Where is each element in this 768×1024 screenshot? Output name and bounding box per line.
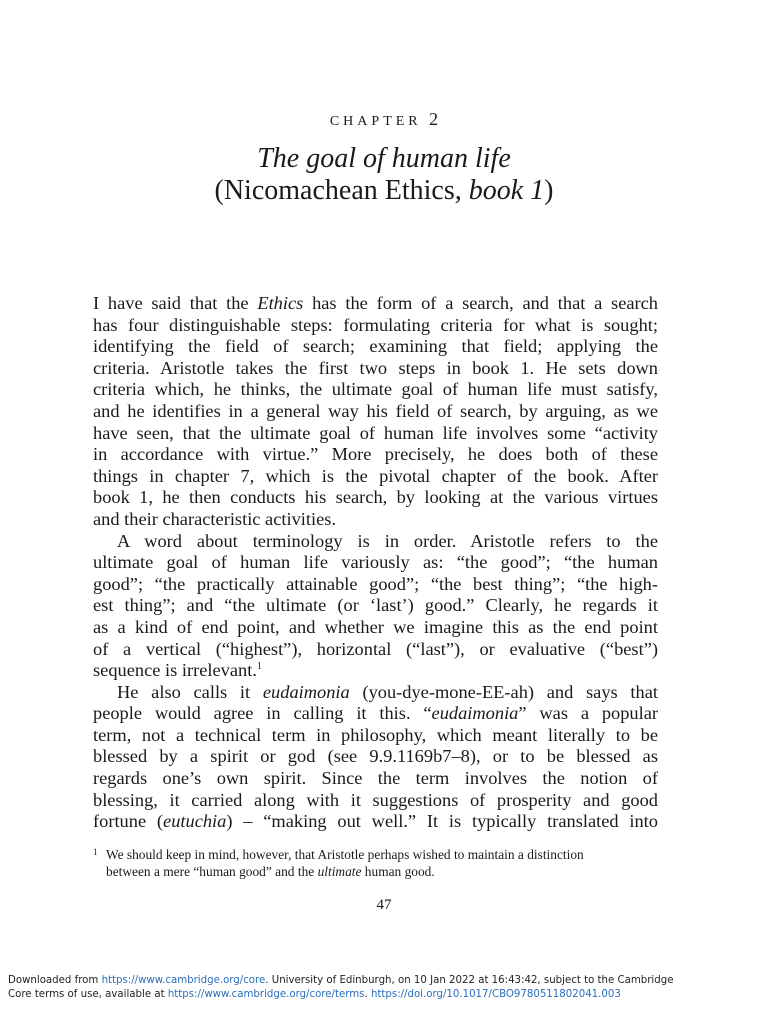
- download-note-line-1: [8, 974, 768, 988]
- italic-term: eudaimonia: [262, 681, 350, 702]
- body-line: [93, 444, 658, 466]
- body-line: [93, 639, 658, 661]
- body-line: [93, 682, 658, 704]
- body-line: [93, 509, 658, 531]
- footnote-line-2b: human good.: [361, 864, 435, 879]
- title-line-2: [0, 175, 768, 207]
- body-line: [93, 746, 658, 768]
- download-text-1: Downloaded from: [8, 975, 102, 986]
- footnote-line-2a: between a mere “human good” and the: [106, 864, 318, 879]
- chapter-title: [0, 143, 768, 207]
- body-text-run: regards one’s own spirit. Since the term involves the notion of: [93, 768, 658, 789]
- chapter-number: 2: [429, 109, 439, 129]
- title-subtitle-close: ): [544, 175, 554, 206]
- title-line-1: The goal of human life: [257, 143, 511, 174]
- body-text-run: blessing, it carried along with it suggestions of prosperity and good: [93, 789, 658, 810]
- body-text-run: identifying the field of search; examining that field; applying the: [93, 336, 658, 357]
- body-line: [93, 574, 658, 596]
- body-text-run: ” was a popular: [518, 703, 658, 724]
- footnote-line-1: We should keep in mind, however, that Aristotle perhaps wished to maintain a distinction: [106, 847, 584, 862]
- body-line: [93, 379, 658, 401]
- body-line: [93, 725, 658, 747]
- title-subtitle-italic: , book 1: [454, 175, 545, 206]
- doi-link[interactable]: https://doi.org/10.1017/CBO9780511802041.003: [370, 988, 621, 1000]
- download-text-3: Core terms of use, available at: [8, 988, 168, 1000]
- download-note: [8, 974, 768, 1001]
- body-text-run: He also calls it: [117, 681, 263, 702]
- download-text-4: .: [364, 988, 371, 1000]
- body-line: [93, 293, 658, 315]
- body-text-run: ) – “making out well.” It is typically translated into: [226, 811, 658, 832]
- body-text-run: (you-dye-mone-EE-ah) and says that: [349, 681, 658, 702]
- body-text-run: blessed by a spirit or god (see 9.9.1169b7–8), or to be blessed as: [93, 746, 658, 767]
- page-number: 47: [376, 897, 392, 913]
- body-text: [93, 293, 658, 833]
- body-line: [93, 358, 658, 380]
- body-text-run: of a vertical (“highest”), horizontal (“last”), or evaluative (“best”): [93, 638, 658, 659]
- body-line: [93, 660, 658, 682]
- body-text-run: criteria which, he thinks, the ultimate goal of human life must satisfy,: [93, 379, 658, 400]
- body-text-run: book 1, he then conducts his search, by looking at the various virtues: [93, 487, 658, 508]
- footnote-line-2-italic: ultimate: [317, 864, 362, 879]
- body-line: [93, 531, 658, 553]
- body-text-run: criteria. Aristotle takes the first two steps in book 1. He sets down: [93, 357, 658, 378]
- body-text-run: est thing”; and “the ultimate (or ‘last’) good.” Clearly, he regards it: [93, 595, 658, 616]
- body-text-run: ultimate goal of human life variously as: “the good”; “the human: [93, 552, 658, 573]
- chapter-label: CHAPTER: [329, 114, 422, 129]
- footnote-line-2: [93, 863, 658, 880]
- download-note-line-2: [8, 988, 768, 1002]
- footnote-ref: 1: [256, 661, 262, 673]
- body-text-run: as a kind of end point, and whether we imagine this as the end point: [93, 616, 658, 637]
- chapter-heading: [0, 109, 768, 130]
- body-line: [93, 315, 658, 337]
- download-text-2: . University of Edinburgh, on 10 Jan 2022 at 16:43:42, subject to the Cambridge: [265, 975, 674, 986]
- terms-link[interactable]: https://www.cambridge.org/core/terms: [167, 988, 365, 1000]
- italic-term: eudaimonia: [431, 703, 519, 724]
- italic-term: Ethics: [257, 293, 304, 313]
- body-text-run: I have said that the: [93, 293, 258, 313]
- footnote: [93, 846, 658, 880]
- body-text-run: and their characteristic activities.: [93, 508, 337, 529]
- cambridge-core-link[interactable]: https://www.cambridge.org/core: [101, 975, 266, 986]
- body-line: [93, 595, 658, 617]
- body-text-run: term, not a technical term in philosophy, which meant literally to be: [93, 724, 658, 745]
- body-line: [93, 487, 658, 509]
- body-line: [93, 466, 658, 488]
- body-line: [93, 617, 658, 639]
- body-text-run: fortune (: [93, 811, 164, 832]
- body-text-run: and he identifies in a general way his field of search, by arguing, as we: [93, 400, 658, 421]
- body-text-run: things in chapter 7, which is the pivotal chapter of the book. After: [93, 465, 658, 486]
- body-line: [93, 811, 658, 833]
- footnote-mark: 1: [93, 847, 98, 857]
- body-line: [93, 703, 658, 725]
- body-text-run: sequence is irrelevant.: [93, 660, 257, 681]
- body-text-run: good”; “the practically attainable good”; “the best thing”; “the high-: [93, 573, 658, 594]
- body-line: [93, 401, 658, 423]
- body-text-run: has four distinguishable steps: formulating criteria for what is sought;: [93, 314, 658, 335]
- italic-term: eutuchia: [163, 811, 227, 832]
- body-text-run: has the form of a search, and that a search: [303, 293, 658, 313]
- body-line: [93, 768, 658, 790]
- body-text-run: have seen, that the ultimate goal of human life involves some “activity: [93, 422, 658, 443]
- body-line: [93, 790, 658, 812]
- body-line: [93, 552, 658, 574]
- body-line: [93, 336, 658, 358]
- title-subtitle-open: (Nicomachean Ethics: [214, 175, 455, 206]
- body-line: [93, 423, 658, 445]
- body-text-run: A word about terminology is in order. Aristotle refers to the: [117, 530, 658, 551]
- body-text-run: people would agree in calling it this. “: [93, 703, 432, 724]
- body-text-run: in accordance with virtue.” More precisely, he does both of these: [93, 444, 658, 465]
